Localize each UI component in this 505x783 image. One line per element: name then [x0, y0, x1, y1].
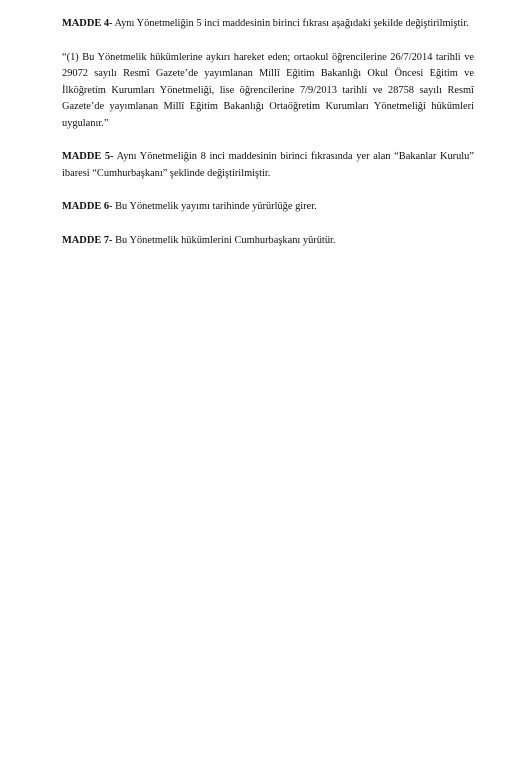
quoted-amendment-text: “(1) Bu Yönetmelik hükümlerine aykırı hareket eden; ortaokul öğrencilerine 26/7/2014 tarihli ve 29072 sayılı Resmî Gazete’de yayımlanan Millî Eğitim Bakanlığı Okul Öncesi Eğitim ve İlköğretim Kurumları Yönetmeliği, lise öğrencilerine 7/9/2013 tarihli ve 28758 sayılı Resmî Gazete’de yayımlanan Millî Eğitim Bakanlığı Ortaöğretim Kurumları Yönetmeliği hükümleri uygulanır.”: [62, 51, 474, 129]
madde-5-paragraph: [62, 149, 474, 182]
madde-4-paragraph: [62, 16, 474, 33]
madde-4-title: MADDE 4-: [62, 18, 113, 29]
madde-5-text: Aynı Yönetmeliğin 8 inci maddesinin birinci fıkrasında yer alan “Bakanlar Kurulu” ibaresi “Cumhurbaşkanı” şeklinde değiştirilmiştir.: [62, 151, 474, 179]
madde-4-text: Aynı Yönetmeliğin 5 inci maddesinin birinci fıkrası aşağıdaki şekilde değiştirilmiştir.: [112, 18, 469, 29]
madde-7-paragraph: [62, 233, 474, 250]
madde-6-title: MADDE 6-: [62, 201, 113, 212]
document-page: [62, 16, 474, 266]
madde-7-text: Bu Yönetmelik hükümlerini Cumhurbaşkanı yürütür.: [112, 234, 336, 246]
madde-7-title: MADDE 7-: [62, 234, 113, 246]
quoted-amendment-paragraph: [62, 50, 474, 133]
madde-6-paragraph: [62, 199, 474, 216]
madde-6-text: Bu Yönetmelik yayımı tarihinde yürürlüğe girer.: [112, 201, 317, 212]
madde-5-title: MADDE 5-: [62, 151, 114, 162]
